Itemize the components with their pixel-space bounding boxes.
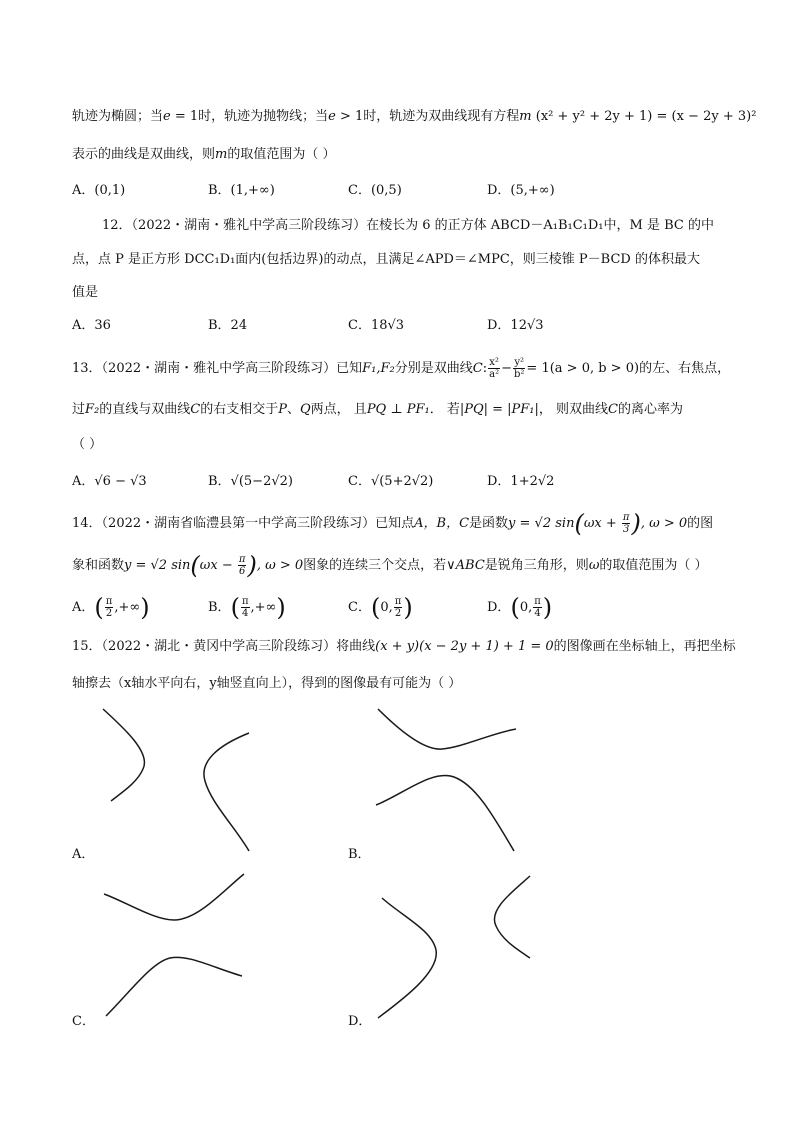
- q13-q: Q: [300, 402, 311, 417]
- q14-line1: [72, 509, 714, 538]
- q11-line1: [72, 107, 756, 127]
- q13-curve: C: [472, 361, 483, 376]
- q11-line2-a: 表示的曲线是双曲线，则: [72, 147, 216, 162]
- q13-l2-a: 过: [72, 402, 86, 417]
- q11-text-c: > 1时，轨迹为双曲线现有方程: [335, 109, 520, 124]
- q14-func2: y = √2 sin(ωx − $\frac{\pi}{6}$ ), ω > 0: [124, 551, 304, 580]
- figure-c: [100, 870, 250, 1020]
- q13-l2-e: 两点， 且: [310, 402, 367, 417]
- q13-l2-f: ． 若: [429, 402, 460, 417]
- figure-b: [372, 705, 522, 855]
- q11-option-b: B．(1,+∞): [208, 183, 275, 198]
- q14-omega: ω: [588, 558, 600, 573]
- figure-a-left-branch: [103, 709, 144, 801]
- q13-option-d: D．1+2√2: [487, 474, 555, 489]
- q11-m2: m: [215, 147, 228, 162]
- figure-d-left-branch: [378, 898, 436, 1018]
- figure-a-right-branch: [204, 733, 249, 851]
- q12-line1: 12．（2022・湖南・雅礼中学高三阶段练习）在棱长为 6 的正方体 ABCD－A₁B₁C₁D₁中，M 是 BC 的中: [102, 218, 714, 233]
- q13-frac-x: $\frac{\text{x²}}{\text{a²}}$: [489, 357, 500, 380]
- figure-c-lower-branch: [106, 957, 242, 1016]
- q14-line2: [72, 551, 708, 580]
- q11-e1: e: [163, 109, 171, 124]
- q14-l2-c: 是锐角三角形，则: [484, 558, 589, 573]
- q15-l1-b: 的图像画在坐标轴上，再把坐标: [553, 639, 736, 654]
- figure-d-right-branch: [494, 876, 530, 958]
- q11-text-b: = 1时，轨迹为抛物线；当: [170, 109, 329, 124]
- q12-option-d: D．12√3: [487, 318, 544, 333]
- q13-line1: 13．（2022・湖南・雅礼中学高三阶段练习）已知F₁,F₂分别是双曲线C: $\frac{\text{x²}}{\text{a²}}$ − $\frac{\text{y²}}{\text{b²}}$ = 1(a > 0, b > 0)的左、右焦点，: [72, 357, 731, 380]
- q15-l1-a: 15．（2022・湖北・黄冈中学高三阶段练习）将曲线: [72, 639, 376, 654]
- q12-line2: 点，点 P 是正方形 DCC₁D₁面内(包括边界)的动点，且满足∠APD＝∠MPC，则三棱锥 P－BCD 的体积最大: [72, 252, 700, 267]
- q14-option-c: C．(0, $\frac{\pi}{2}$ ): [348, 593, 413, 622]
- q13-line2: [72, 400, 683, 420]
- q13-option-a: A．√6 − √3: [72, 474, 147, 489]
- q13-text-a: 13．（2022・湖南・雅礼中学高三阶段练习）已知: [72, 361, 363, 376]
- figure-b-upper-branch: [378, 709, 516, 749]
- q14-l2-a: 象和函数: [72, 558, 125, 573]
- figure-a-label: A．: [72, 847, 95, 862]
- figure-a: [95, 705, 255, 855]
- q11-m: m: [519, 109, 532, 124]
- q13-f2: F₂: [85, 402, 100, 417]
- q11-option-c: C．(0,5): [348, 183, 402, 198]
- figure-b-lower-branch: [376, 775, 514, 851]
- q14-option-b: B．( $\frac{\pi}{4}$ ,+∞): [208, 593, 286, 622]
- q11-line2: [72, 145, 335, 165]
- q14-option-a: A．( $\frac{\pi}{2}$ ,+∞): [72, 593, 150, 622]
- q14-option-d: D．(0, $\frac{\pi}{4}$ ): [487, 593, 553, 622]
- q11-option-d: D．(5,+∞): [487, 183, 555, 198]
- q13-frac-y: $\frac{\text{y²}}{\text{b²}}$: [514, 357, 525, 380]
- q13-text-d: 的左、右焦点，: [639, 361, 731, 376]
- q13-c: C: [190, 402, 201, 417]
- figure-d: [372, 870, 537, 1020]
- q15-line2: 轴擦去（x轴水平向右，y轴竖直向上），得到的图像最有可能为（ ）: [72, 676, 462, 691]
- q12-option-b: B．24: [208, 318, 248, 333]
- q14-l2-b: 图象的连续三个交点，若: [303, 558, 447, 573]
- q11-e2: e: [328, 109, 336, 124]
- q13-perp: PQ ⊥ PF₁: [366, 402, 430, 417]
- q12-option-c: C．18√3: [348, 318, 405, 333]
- q12-option-a: A．36: [72, 318, 111, 333]
- q12-line3: 值是: [72, 285, 99, 300]
- q15-equation: (x + y)(x − 2y + 1) + 1 = 0: [375, 639, 554, 654]
- q13-eq: |PQ| = |PF₁|: [459, 402, 539, 417]
- q14-l2-d: 的取值范围为（ ）: [599, 558, 708, 573]
- q13-p: P: [278, 402, 287, 417]
- q11-option-a: A．(0,1): [72, 183, 126, 198]
- q11-line2-b: 的取值范围为（ ）: [227, 147, 336, 162]
- q13-l2-d: 、: [286, 402, 300, 417]
- q15-line1: [72, 637, 736, 657]
- q11-equation: (x² + y² + 2y + 1) = (x − 2y + 3)²: [535, 109, 757, 124]
- q13-foci: F₁,F₂: [362, 361, 395, 376]
- q14-l1-b: 是函数: [469, 516, 509, 531]
- q13-c2: C: [608, 402, 618, 417]
- q13-l2-b: 的直线与双曲线: [99, 402, 191, 417]
- figure-c-upper-branch: [104, 874, 244, 920]
- q13-text-b: 分别是双曲线: [394, 361, 473, 376]
- figure-d-label: D．: [348, 1014, 372, 1029]
- q13-option-b: B．√(5−2√2): [208, 474, 293, 489]
- q13-condition: = 1(a > 0, b > 0): [526, 361, 640, 376]
- q14-triangle: ∨ABC: [446, 558, 485, 573]
- figure-c-label: C．: [72, 1014, 95, 1029]
- figure-b-label: B．: [348, 847, 371, 862]
- q13-option-c: C．√(5+2√2): [348, 474, 434, 489]
- q11-text-a: 轨迹为椭圆；当: [72, 109, 164, 124]
- q14-func1: y = √2 sin(ωx + $\frac{\pi}{3}$ ), ω > 0: [508, 509, 688, 538]
- q14-l1-a: 14．（2022・湖南省临澧县第一中学高三阶段练习）已知点: [72, 516, 415, 531]
- q14-l1-c: 的图: [687, 516, 714, 531]
- q13-l2-h: 的离心率为: [617, 402, 683, 417]
- q13-l2-g: ， 则双曲线: [538, 402, 609, 417]
- q14-points: A，B，C: [414, 516, 470, 531]
- q13-l2-c: 的右支相交于: [200, 402, 279, 417]
- q13-line3: （ ）: [72, 437, 103, 452]
